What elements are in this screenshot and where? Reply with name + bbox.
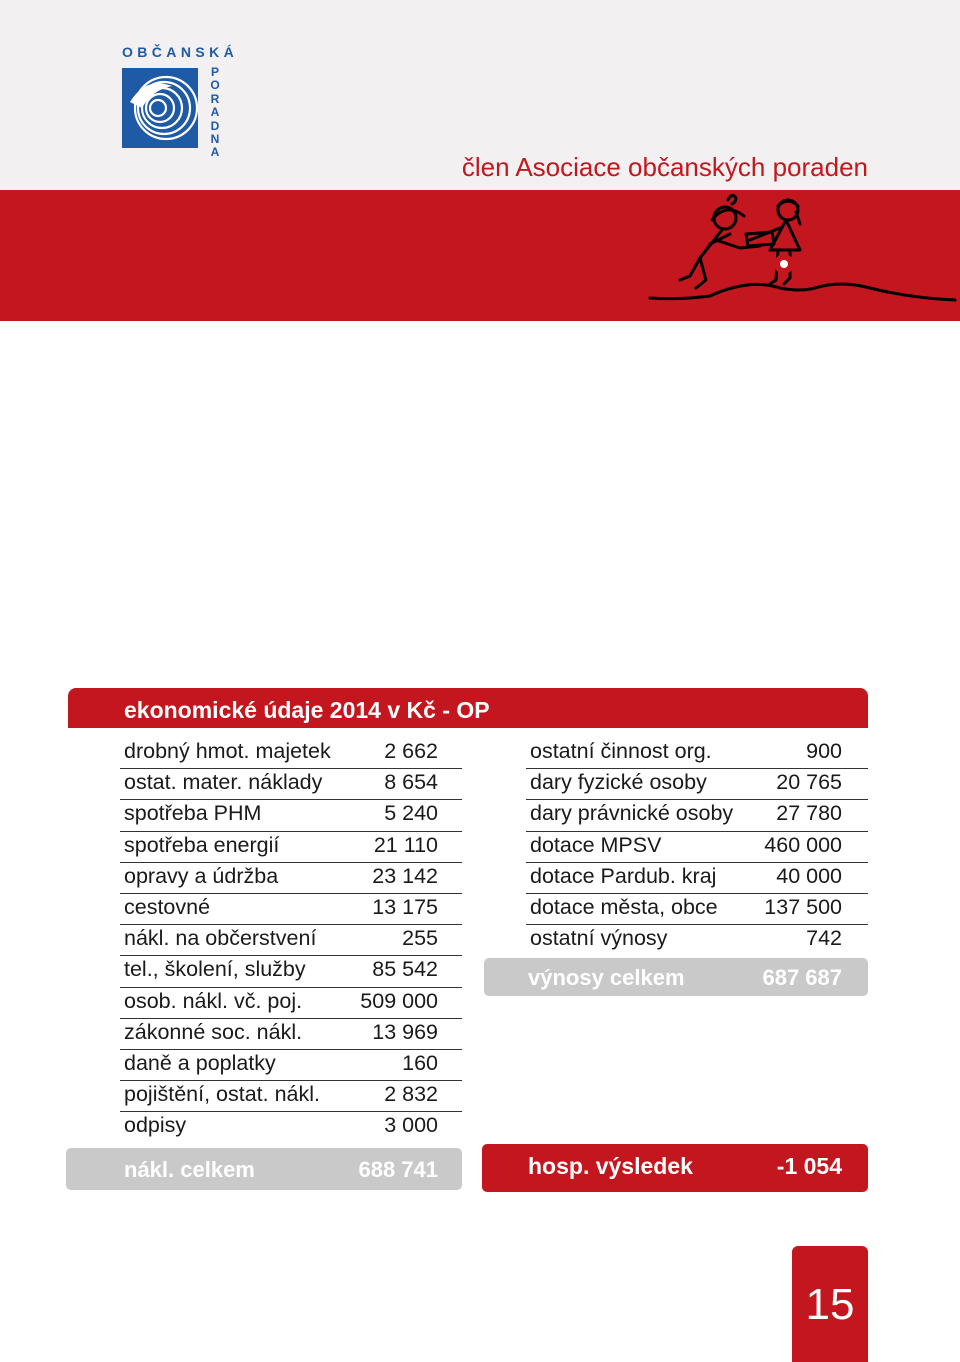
table-row <box>120 1050 462 1081</box>
table-row <box>526 925 868 956</box>
result-value: -1 054 <box>776 1153 842 1179</box>
table-row <box>120 1081 462 1112</box>
row-value: 742 <box>806 926 842 951</box>
income-total-label: výnosy celkem <box>528 965 685 990</box>
table-row <box>526 738 868 769</box>
costs-list <box>120 738 462 1143</box>
row-value: 23 142 <box>372 863 438 888</box>
row-label: dary fyzické osoby <box>530 770 707 795</box>
page-number: 15 <box>805 1280 855 1329</box>
table-row <box>526 800 868 831</box>
costs-total-value: 688 741 <box>358 1157 438 1182</box>
income-total-bar <box>484 958 868 996</box>
table-row <box>120 832 462 863</box>
row-label: zákonné soc. nákl. <box>124 1019 303 1044</box>
row-value: 160 <box>402 1050 438 1075</box>
table-row <box>526 832 868 863</box>
row-label: drobný hmot. majetek <box>124 739 331 763</box>
result-bar <box>482 1144 868 1192</box>
row-value: 137 500 <box>764 894 842 919</box>
income-list <box>526 738 868 956</box>
row-label: daně a poplatky <box>124 1050 276 1075</box>
table-row <box>120 738 462 769</box>
row-label: spotřeba PHM <box>124 801 262 826</box>
income-total-value: 687 687 <box>762 965 842 990</box>
membership-text: člen Asociace občanských poraden <box>461 152 868 182</box>
row-value: 40 000 <box>776 863 842 888</box>
row-value: 900 <box>806 739 842 763</box>
logo-top-text: OBČANSKÁ <box>122 44 239 60</box>
table-row <box>120 925 462 956</box>
table-row <box>120 894 462 925</box>
table-row <box>120 956 462 987</box>
row-label: ostatní výnosy <box>530 926 668 951</box>
row-label: dotace Pardub. kraj <box>530 863 717 888</box>
row-value: 13 969 <box>372 1019 438 1044</box>
row-label: opravy a údržba <box>124 863 279 888</box>
row-value: 255 <box>402 926 438 951</box>
table-row <box>526 863 868 894</box>
logo-side-text: PORADNA <box>210 65 220 160</box>
table-title: ekonomické údaje 2014 v Kč - OP <box>124 697 490 723</box>
row-value: 21 110 <box>373 832 438 857</box>
row-value: 2 662 <box>384 739 438 763</box>
two-figures-illustration <box>640 188 960 321</box>
row-value: 8 654 <box>384 770 438 795</box>
row-label: dary právnické osoby <box>530 801 734 826</box>
table-row <box>526 894 868 925</box>
row-label: dotace města, obce <box>530 894 718 919</box>
row-value: 27 780 <box>776 801 842 826</box>
table-row <box>120 769 462 800</box>
row-label: dotace MPSV <box>530 832 662 857</box>
row-label: pojištění, ostat. nákl. <box>124 1082 320 1107</box>
row-value: 5 240 <box>384 801 438 826</box>
row-label: osob. nákl. vč. poj. <box>124 988 303 1013</box>
table-row <box>526 769 868 800</box>
row-value: 13 175 <box>372 894 438 919</box>
row-value: 2 832 <box>384 1082 438 1107</box>
table-row <box>120 863 462 894</box>
logo-emblem <box>122 68 198 148</box>
row-label: nákl. na občerstvení <box>124 926 317 951</box>
costs-total-label: nákl. celkem <box>124 1157 255 1182</box>
table-row <box>120 1112 462 1143</box>
row-label: odpisy <box>124 1113 187 1138</box>
row-label: spotřeba energií <box>124 832 280 857</box>
costs-total-bar <box>66 1148 462 1190</box>
row-value: 85 542 <box>372 957 438 982</box>
result-label: hosp. výsledek <box>528 1153 693 1179</box>
table-row <box>120 1019 462 1050</box>
obcanska-poradna-logo <box>118 44 239 160</box>
row-value: 20 765 <box>776 770 842 795</box>
row-value: 509 000 <box>360 988 438 1013</box>
row-label: tel., školení, služby <box>124 957 306 982</box>
row-label: cestovné <box>124 894 211 919</box>
row-label: ostat. mater. náklady <box>124 770 323 795</box>
row-label: ostatní činnost org. <box>530 739 712 763</box>
row-value: 460 000 <box>764 832 842 857</box>
table-row <box>120 800 462 831</box>
row-value: 3 000 <box>384 1113 438 1138</box>
table-row <box>120 988 462 1019</box>
